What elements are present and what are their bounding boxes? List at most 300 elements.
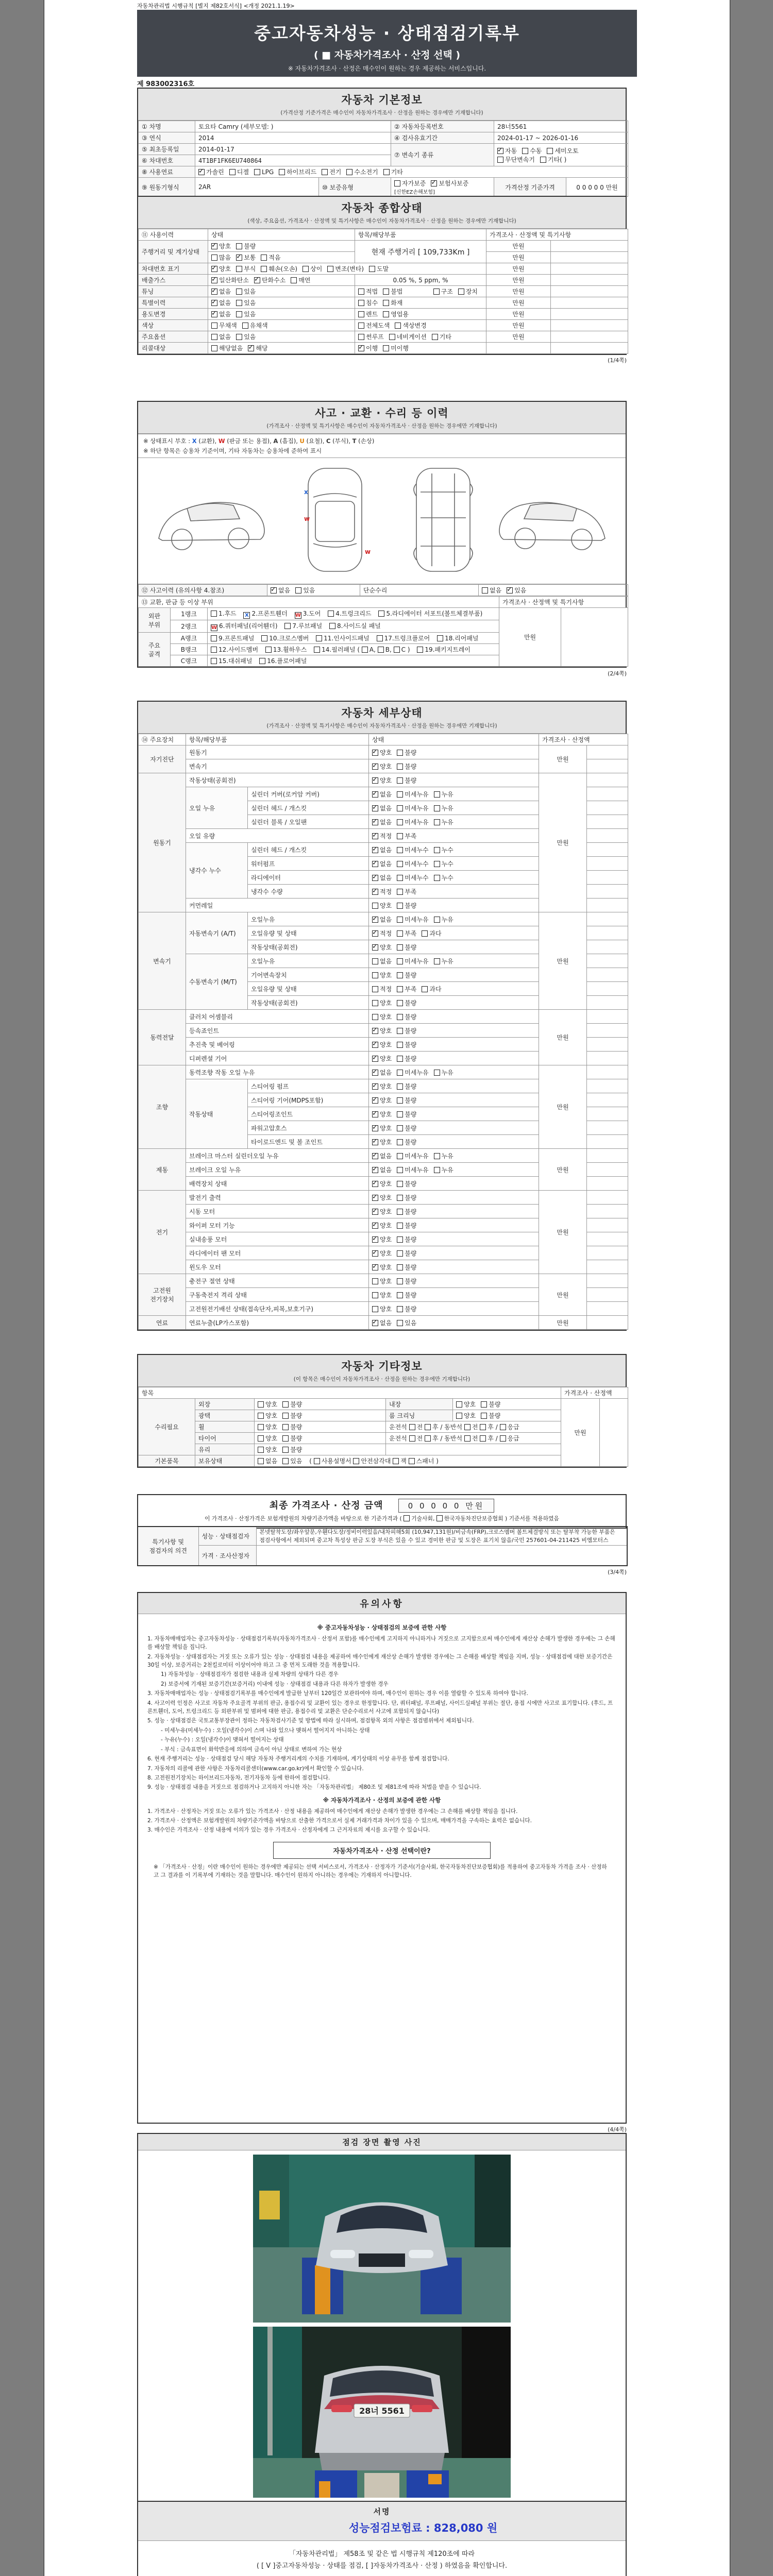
checkbox-unchecked	[314, 647, 320, 653]
checkbox-unchecked	[397, 805, 403, 811]
checkbox-unchecked	[261, 266, 267, 272]
option	[372, 1304, 392, 1313]
option-label: 불량	[405, 902, 417, 909]
checkbox-unchecked	[372, 986, 378, 992]
checked-option	[271, 586, 290, 595]
option-label: 양호	[380, 1208, 392, 1215]
price-cell: 만원	[539, 1149, 587, 1191]
legend-symbol: A	[273, 437, 278, 445]
option-label: 있음	[303, 587, 315, 594]
state-options	[369, 1024, 539, 1038]
option	[358, 310, 378, 318]
option-label: 있음	[244, 288, 256, 295]
checkbox-unchecked	[282, 1447, 289, 1453]
option-label: 미세누유	[405, 916, 429, 923]
footer-line1: 「자동차관리법」 제58조 및 같은 법 시행규칙 제120조에 따라	[289, 2550, 475, 2558]
page-marker: (2/4쪽)	[608, 670, 627, 677]
option-label: 구조	[441, 288, 453, 295]
checkbox-checked	[198, 169, 205, 175]
option	[254, 168, 274, 176]
state-options	[208, 331, 355, 343]
inspector-label: 성능 · 상태점검자	[198, 1527, 256, 1546]
item-label: 구동축전지 격리 상태	[186, 1288, 369, 1302]
item-label: 시동 모터	[186, 1205, 369, 1218]
checkbox-checked	[372, 819, 378, 825]
item-label: 커먼레일	[186, 899, 369, 912]
checkbox-unchecked	[389, 334, 395, 340]
checked-option	[372, 832, 392, 840]
option-label: 적정	[380, 888, 392, 895]
option	[282, 1411, 302, 1420]
part-option	[259, 656, 307, 665]
sub-options	[355, 297, 486, 309]
option-label: 불량	[405, 1305, 417, 1313]
option-label: 없음	[219, 288, 231, 295]
checkbox-unchecked	[397, 1278, 403, 1284]
option	[236, 332, 256, 341]
checkbox-unchecked	[258, 1458, 264, 1464]
etc-info-section	[137, 1354, 627, 1468]
row-label: 특별이력	[139, 297, 208, 309]
state-options	[369, 1218, 539, 1232]
checkbox-unchecked	[434, 1167, 440, 1173]
report-note: ※ 자동차가격조사 · 산정은 매수인이 원하는 경우 제공하는 서비스입니다.	[288, 65, 486, 72]
option	[282, 1456, 302, 1465]
warranty-options	[391, 178, 494, 197]
option-label: 누유	[441, 957, 453, 965]
checkbox-unchecked	[434, 917, 440, 923]
option	[372, 1277, 392, 1285]
overall-status-subtitle: (색상, 주요옵션, 가격조사 · 산정액 및 특기사항은 매수인이 자동차가격조사 · 산정을 원하는 경우에만 기재합니다)	[247, 218, 516, 224]
basic-info-header	[138, 89, 626, 121]
checkbox-unchecked	[397, 847, 403, 853]
etc-info-header	[138, 1355, 626, 1387]
field-value: 2014	[195, 132, 391, 144]
panel-label: ⑬ 교환, 판금 등 이상 부위	[139, 597, 499, 608]
option	[383, 287, 402, 296]
checkbox-unchecked	[236, 289, 242, 295]
checkbox-unchecked	[397, 1236, 403, 1243]
option	[397, 1304, 416, 1313]
basic-info-section	[137, 88, 627, 198]
option-label: 미세누수	[405, 860, 429, 868]
page-marker: (4/4쪽)	[608, 2126, 627, 2133]
checked-option	[372, 790, 392, 799]
checkbox-unchecked	[481, 1413, 487, 1419]
checked-option	[372, 1179, 392, 1188]
option-label: 양호	[380, 902, 392, 909]
option-label: 양호	[380, 971, 392, 979]
checkbox-unchecked	[397, 1042, 403, 1048]
checkbox-unchecked	[425, 1435, 431, 1442]
notice-line: 3. 매수인은 가격조사 · 산정 내용에 이의가 있는 경우 가격조사 · 산정자에게 그 근거자료의 제시를 요구할 수 있습니다.	[147, 1827, 430, 1834]
gas-values: 0.05 %, 5 ppm, %	[355, 275, 486, 286]
item-label: 변속기	[186, 759, 369, 773]
price-cell: 만원	[486, 331, 551, 343]
option	[397, 832, 416, 840]
option-label: 과다	[429, 929, 442, 937]
checkbox-unchecked	[236, 311, 242, 317]
checkbox-unchecked	[434, 1153, 440, 1159]
checked-option	[372, 1096, 392, 1105]
notice-line: 6. 현재 주행거리는 성능 · 상태점검 당시 해당 자동차 주행거리계의 수치를 기재하며, 계기상태의 이상 유무를 함께 점검합니다.	[147, 1756, 449, 1762]
state-options	[369, 1052, 539, 1065]
option	[397, 1179, 416, 1188]
state-options	[369, 940, 539, 954]
option	[383, 298, 402, 307]
option-label: 양호	[380, 1110, 392, 1118]
option-label: LPG	[261, 168, 274, 176]
checkbox-checked	[372, 777, 378, 784]
option-label: 누수	[441, 874, 453, 882]
option-label: 불량	[405, 943, 417, 951]
option	[397, 1151, 428, 1160]
checkbox-unchecked	[279, 169, 285, 175]
sub-options	[355, 331, 486, 343]
option-label: 불법	[391, 288, 403, 295]
checked-option	[372, 859, 392, 868]
option-label: 색상변경	[402, 322, 427, 329]
state-options	[255, 1410, 386, 1421]
option-label: 양호	[380, 1263, 392, 1271]
option-label: 불량	[405, 1277, 417, 1285]
checkbox-unchecked	[369, 266, 375, 272]
rank-group-label: 외판 부위	[139, 608, 171, 633]
state-options	[369, 912, 539, 926]
checkbox-unchecked	[211, 345, 217, 351]
checkbox-checked	[372, 1125, 378, 1131]
column-header: 항목/해당부품	[186, 734, 369, 745]
option	[397, 859, 428, 868]
checkbox-unchecked	[397, 791, 403, 798]
option	[482, 586, 501, 595]
option-label: 양호	[380, 762, 392, 770]
item-label: 등속죠인트	[186, 1024, 369, 1038]
rank-group-label: 주요 골격	[139, 633, 171, 667]
checkbox-unchecked	[404, 1515, 410, 1521]
price-cell: 만원	[486, 309, 551, 320]
base-price-value: 0 0 0 0 0 만원	[566, 178, 628, 197]
option-label: 침수	[366, 299, 378, 307]
option-label: 불량	[489, 1412, 501, 1419]
option-label: 양호	[464, 1412, 476, 1419]
checkbox-checked	[254, 277, 260, 283]
price-cell	[486, 343, 551, 354]
checkbox-unchecked	[236, 243, 242, 249]
sub-options	[355, 309, 486, 320]
checkbox-checked	[372, 1028, 378, 1034]
regulation-note: 자동차관리법 시행규칙 [별지 제82호서식] <개정 2021.1.19>	[137, 3, 295, 9]
device-group-label: 자기진단	[139, 745, 186, 773]
car-top-outline	[308, 468, 362, 571]
checked-option	[372, 929, 392, 938]
item-label: 스티어링 기어(MDPS포함)	[248, 1093, 369, 1107]
price-cell: 만원	[539, 912, 587, 1010]
notice-line: 1. 자동차매매업자는 중고자동차성능 · 상태점검기록부(자동차가격조사 · 산정서 포함)를 매수인에게 고지하지 아니하거나 거짓으로 고지함으로써 매수인에게 재산상 손해가 발생한 경우에는 그 손해를 배상할 책임을 집니다.	[147, 1635, 615, 1651]
option	[258, 1445, 277, 1454]
option-label: 없음	[380, 1152, 392, 1160]
checkbox-checked	[248, 345, 254, 351]
checked-option	[372, 1054, 392, 1063]
option-label: 불량	[405, 1208, 417, 1215]
option-label: 세미오토	[554, 147, 579, 155]
option-label: 렌트	[366, 311, 378, 318]
checkbox-unchecked	[397, 1223, 403, 1229]
notice-title: 유의사항	[138, 1593, 626, 1614]
checkbox-unchecked	[397, 1056, 403, 1062]
part-option	[261, 634, 309, 642]
option-label: 있음	[244, 299, 256, 307]
option-label: 양호	[265, 1401, 278, 1408]
checkbox-unchecked	[295, 587, 301, 594]
option	[434, 1151, 453, 1160]
device-group-label: 조향	[139, 1065, 186, 1149]
checkbox-unchecked	[303, 266, 309, 272]
basic-info-subtitle: (가격산정 기준가격은 매수인이 자동차가격조사 · 산정을 원하는 경우에만 기재합니다)	[280, 110, 483, 116]
item-label: 라디에이터 팬 모터	[186, 1246, 369, 1260]
checkbox-unchecked	[258, 1413, 264, 1419]
rank-items	[208, 620, 499, 633]
checkbox-unchecked	[397, 1014, 403, 1020]
option-label: 양호	[265, 1423, 278, 1431]
option-label: 불량	[405, 1138, 417, 1146]
notice-line: ※ 자동차가격조사 · 산정의 보증에 관한 사항	[323, 1796, 441, 1804]
option	[211, 332, 231, 341]
option-label: 미세누유	[405, 818, 429, 826]
legend-symbol: W	[218, 437, 225, 445]
checkbox-unchecked	[242, 323, 248, 329]
item-label: 기어변속장치	[248, 968, 369, 982]
option-label: 없음	[219, 299, 231, 307]
checked-option	[211, 276, 249, 284]
state-options	[369, 1107, 539, 1121]
checkbox-unchecked	[236, 300, 242, 306]
option	[397, 1193, 416, 1202]
option-label: 누유	[441, 916, 453, 923]
checkbox-checked	[372, 1111, 378, 1117]
etc-info-table	[138, 1387, 628, 1467]
checked-option	[372, 1249, 392, 1258]
option-label: 없음	[380, 916, 392, 923]
part-label: 14.필러패널 ( A, B, C )	[322, 646, 410, 653]
state-options	[208, 252, 355, 263]
price-cell: 만원	[486, 252, 551, 263]
option-label: 없음	[219, 311, 231, 318]
etc-info-subtitle: (이 항목은 매수인이 자동차가격조사 · 산정을 원하는 경우에만 기재합니다)	[293, 1376, 470, 1382]
checkbox-checked	[372, 917, 378, 923]
checkbox-unchecked	[211, 611, 217, 617]
item-label: 냉각수 수량	[248, 885, 369, 899]
inspector-opinion-text: 본넷탈착도장/좌우앞문,우휀다도장/정비이력있음/내차피해5회 (10,947,131원)/비금속(FRP),크로스멤버 볼트체결방식 또는 탈부착 가능한 부품은 점검사항에서 제외되며 중고차 특성상 판금 도장 부식은 있을 수 있고 경미한 판금 및 도장은 표기치 않음/국민 257601-04-211425 비엠모터스	[256, 1527, 627, 1546]
state-options	[208, 343, 355, 354]
option-label: 미이행	[391, 345, 409, 352]
option	[242, 321, 268, 330]
option	[547, 146, 578, 155]
option	[397, 1110, 416, 1118]
checkbox-checked	[271, 587, 277, 594]
option-label: 적음	[268, 254, 281, 261]
option-label: 없음	[219, 333, 231, 341]
option-label: 불량	[405, 1013, 417, 1021]
checkbox-unchecked	[265, 647, 272, 653]
final-price-value: 0 0 0 0 0 만원	[398, 1499, 495, 1513]
option-label: 과다	[429, 985, 442, 993]
option-label: 자동	[505, 147, 517, 155]
item-label: 오일 유량	[186, 829, 369, 843]
option	[236, 287, 256, 296]
checkbox-checked	[372, 889, 378, 895]
rank-label: 1랭크	[171, 608, 208, 620]
checked-option	[372, 1263, 392, 1272]
checkbox-unchecked	[261, 635, 267, 641]
column-header: 가격조사 · 산정액 및 특기사항	[486, 229, 628, 241]
part-option	[378, 609, 482, 618]
checkbox-unchecked	[397, 1097, 403, 1104]
checked-option	[211, 264, 231, 273]
part-option	[377, 634, 430, 642]
option-label: 불량	[405, 1222, 417, 1229]
checkbox-unchecked	[425, 1424, 431, 1430]
state-options	[369, 773, 539, 787]
detail-status-table	[138, 734, 628, 1330]
option	[236, 242, 256, 250]
checkbox-checked	[372, 791, 378, 798]
checkbox-unchecked	[458, 289, 464, 295]
option	[397, 1068, 428, 1077]
checkbox-unchecked	[397, 944, 403, 951]
hold-label: 보유상태	[195, 1455, 255, 1467]
checkbox-unchecked	[393, 1458, 399, 1464]
checkbox-unchecked	[282, 1413, 289, 1419]
notice-line: ※ 중고자동차성능 · 상태점검의 보증에 관한 사항	[317, 1624, 447, 1631]
checkbox-checked	[372, 1097, 378, 1104]
option	[372, 1291, 392, 1299]
checked-option	[372, 1221, 392, 1230]
device-group-label: 제동	[139, 1149, 186, 1191]
detail-status-section	[137, 701, 627, 1331]
state-options	[208, 275, 355, 286]
option	[291, 276, 310, 284]
checkbox-checked	[372, 1139, 378, 1145]
license-plate: 28너 5561	[359, 2406, 405, 2416]
checkbox-unchecked	[358, 334, 364, 340]
transmission-options	[494, 144, 628, 166]
option	[497, 155, 535, 164]
checkbox-checked	[211, 277, 217, 283]
field-value: 2024-01-17 ~ 2026-01-16	[494, 132, 628, 144]
option	[383, 167, 403, 176]
option-label: 없음	[380, 846, 392, 854]
option-label: 미세누유	[405, 790, 429, 798]
option-label: 적정	[380, 985, 392, 993]
price-cell: 만원	[561, 1399, 600, 1467]
state-options	[369, 815, 539, 829]
checkbox-unchecked	[372, 1292, 378, 1298]
option-label: 없음	[380, 790, 392, 798]
option	[458, 287, 478, 296]
option-label: 양호	[380, 1277, 392, 1285]
option-label: 없음	[278, 587, 291, 594]
option	[397, 1263, 416, 1272]
row-label: 차대번호 표기	[139, 263, 208, 275]
rank-label: A랭크	[171, 633, 208, 644]
item-label: 배력장치 상태	[186, 1177, 369, 1191]
checked-option	[372, 1193, 392, 1202]
part-label: 12.사이드멤버	[219, 646, 259, 653]
option-label: 하이브리드	[287, 168, 317, 176]
option	[434, 1165, 453, 1174]
option	[397, 818, 428, 826]
option	[481, 1411, 500, 1420]
opinion-section	[137, 1526, 627, 1576]
option-label: 양호	[380, 1124, 392, 1132]
checkbox-checked	[372, 847, 378, 853]
car-underbody-outline	[416, 468, 470, 571]
option-label: 부족	[405, 832, 417, 840]
checkbox-unchecked	[358, 289, 364, 295]
option	[258, 1434, 277, 1443]
device-group-label: 고전원 전기장치	[139, 1274, 186, 1316]
state-options	[369, 1288, 539, 1302]
item-label: 유리	[195, 1444, 255, 1455]
checkbox-unchecked	[346, 169, 352, 175]
option-label: 수동	[530, 147, 542, 155]
checkbox-checked	[211, 289, 217, 295]
checked-option	[372, 1040, 392, 1049]
option	[397, 1012, 416, 1021]
checkbox-unchecked	[500, 1435, 506, 1442]
state-options	[369, 968, 539, 982]
part-option	[284, 621, 322, 630]
document-page	[44, 0, 730, 2576]
option-label: 불량	[405, 1027, 417, 1035]
option-label: 미세누유	[405, 1069, 429, 1076]
checked-option	[372, 1207, 392, 1216]
option-label: 불량	[405, 1194, 417, 1201]
option-label: 누수	[441, 860, 453, 868]
option	[397, 1249, 416, 1258]
option	[397, 943, 416, 952]
checkbox-unchecked	[433, 289, 440, 295]
checkbox-unchecked	[211, 647, 217, 653]
item-label: 클러치 어셈블리	[186, 1010, 369, 1024]
option-label: 양호	[219, 265, 231, 273]
state-options	[208, 309, 355, 320]
option	[397, 957, 428, 965]
option	[397, 804, 428, 812]
checkbox-unchecked	[254, 169, 260, 175]
option	[397, 1221, 416, 1230]
option	[397, 1026, 416, 1035]
legend-prefix: ※ 상태표시 부호 :	[143, 437, 191, 445]
state-options	[369, 926, 539, 940]
checkbox-unchecked	[409, 1435, 415, 1442]
checkbox-unchecked	[397, 986, 403, 992]
part-label: 19.패키지트레이	[425, 646, 470, 653]
option-label: 없음	[380, 860, 392, 868]
state-options	[369, 1135, 539, 1149]
part-label: 4.트렁크리드	[335, 610, 372, 617]
checkbox-unchecked	[372, 1306, 378, 1312]
option-label: 불량	[290, 1412, 303, 1419]
checkbox-checked	[507, 587, 513, 594]
column-header: ⑪ 사용이력	[139, 229, 208, 241]
notice-line: - 미세누유(미세누수) : 오일(냉각수)이 스며 나와 있으나 맺혀서 떨어지지 아니하는 상태	[161, 1727, 370, 1734]
appraiser-opinion-text	[256, 1546, 627, 1566]
notice-line: 9. 성능 · 상태점검 내용을 거짓으로 점검하거나 고지하지 아니한 자는 「자동차관리법」 제80조 및 제81조에 따라 처벌을 받을 수 있습니다.	[147, 1784, 481, 1791]
notice-line: 2) 보증서에 기재된 보증기간(보증거리) 이내에 성능 · 상태점검 내용과 다른 하자가 발생한 경우	[161, 1681, 389, 1687]
notice-line: 1) 자동차성능 · 상태점검자가 점검한 내용과 실제 차량의 상태가 다른 경우	[161, 1671, 339, 1678]
